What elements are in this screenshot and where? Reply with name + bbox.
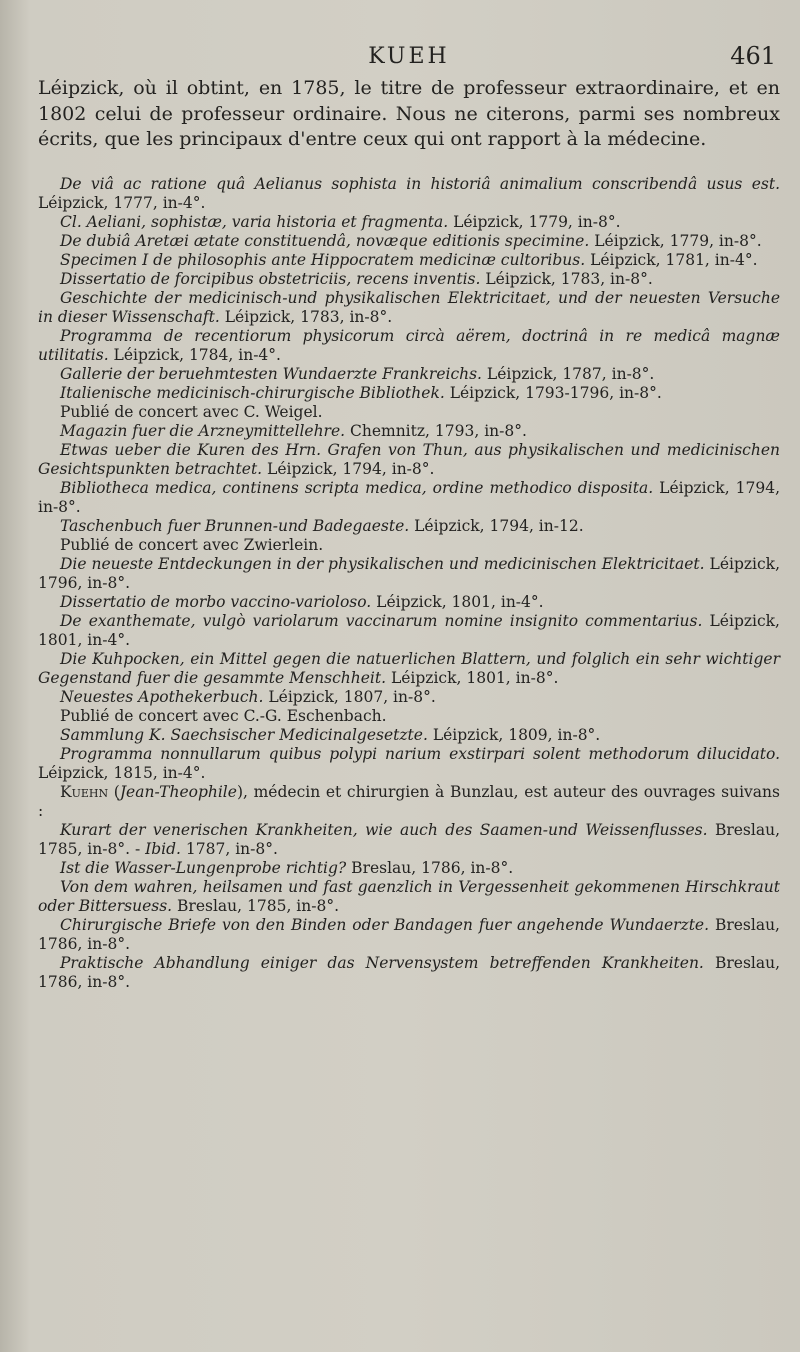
- entry-imprint: Léipzick, 1809, in-8°.: [427, 725, 601, 744]
- entry-title: De dubiâ Aretæi ætate constituendâ, novæque editionis specimine.: [60, 231, 590, 250]
- bibliography-entry: [38, 213, 780, 232]
- entry-title: Bibliotheca medica, continens scripta medica, ordine methodico disposita.: [60, 478, 654, 497]
- bibliography-entry: [38, 289, 780, 327]
- bibliography-entry: [38, 859, 780, 878]
- entry-imprint: Léipzick, 1783, in-8°.: [480, 269, 653, 288]
- running-title: KUEH: [368, 44, 450, 69]
- entry-imprint: Léipzick, 1779, in-8°.: [589, 231, 762, 250]
- author-description: ), médecin et chirurgien à Bunzlau, est auteur des ouvrages suivans :: [38, 782, 780, 820]
- intro-paragraph: Léipzick, où il obtint, en 1785, le titre de professeur extraordinaire, et en 1802 celui de professeur ordinaire. Nous ne citerons, parmi ses nombreux écrits, que les principaux d'entre ceux qui ont rapport à la médecine.: [38, 77, 780, 150]
- entry-title: Cl. Aeliani, sophistæ, varia historia et fragmenta.: [60, 212, 449, 231]
- bibliography-entry: [38, 650, 780, 688]
- author-given-names: Jean-Theophile: [119, 782, 237, 801]
- bibliography-entry: [38, 441, 780, 479]
- entry-title: De exanthemate, vulgò variolarum vaccinarum nomine insignito commentarius.: [60, 611, 703, 630]
- entry-imprint: Chemnitz, 1793, in-8°.: [345, 421, 527, 440]
- bibliography-entry: [38, 384, 780, 403]
- entry-title: Sammlung K. Saechsischer Medicinalgesetzte.: [60, 725, 428, 744]
- entry-title: Magazin fuer die Arzneymittellehre.: [60, 421, 346, 440]
- entry-title: Geschichte der medicinisch-und physikalischen Elektricitaet, und der neuesten Versuche in dieser Wissenschaft.: [38, 288, 780, 326]
- entry-imprint-ibid: 1787, in-8°.: [180, 839, 278, 858]
- entry-title: Kurart der venerischen Krankheiten, wie auch des Saamen-und Weissenflusses.: [60, 820, 708, 839]
- entry-imprint: Léipzick, 1779, in-8°.: [448, 212, 621, 231]
- entry-imprint: Léipzick, 1796, in-8°.: [38, 554, 780, 592]
- entry-title: Italienische medicinisch-chirurgische Bibliothek.: [60, 383, 445, 402]
- entry-imprint: Léipzick, 1781, in-4°.: [585, 250, 758, 269]
- entry-imprint: Léipzick, 1807, in-8°.: [263, 687, 436, 706]
- bibliography-entry: [38, 422, 780, 441]
- bibliography-entry: [38, 916, 780, 954]
- bibliography-entry: [38, 175, 780, 213]
- bibliography-entry: [38, 954, 780, 992]
- bibliography-entry: [38, 251, 780, 270]
- bibliography-entry: [38, 232, 780, 251]
- bibliography-entry: [38, 555, 780, 593]
- bibliography-entry: [38, 327, 780, 365]
- running-head: [38, 40, 780, 76]
- entry-title: Specimen I de philosophis ante Hippocratem medicinæ cultoribus.: [60, 250, 586, 269]
- entry-title: Neuestes Apothekerbuch.: [60, 687, 264, 706]
- bibliography-entry: [38, 479, 780, 517]
- entry-imprint: Léipzick, 1783, in-8°.: [219, 307, 393, 326]
- bibliography-entry: [38, 688, 780, 707]
- entry-imprint: Léipzick, 1801, in-4°.: [371, 592, 544, 611]
- entry-imprint: Breslau, 1785, in-8°. -: [38, 820, 780, 858]
- entry-title: Die Kuhpocken, ein Mittel gegen die natuerlichen Blattern, und folglich ein sehr wichtiger Gegenstand fuer die gesammte Menschheit.: [38, 649, 780, 687]
- entry-imprint: Léipzick, 1794, in-8°.: [38, 478, 780, 516]
- bibliography-entry: [38, 745, 780, 783]
- entry-imprint: Breslau, 1786, in-8°.: [346, 858, 514, 877]
- bibliography-entry: [38, 878, 780, 916]
- entry-imprint: Léipzick, 1801, in-4°.: [38, 611, 780, 649]
- bibliography-list: [38, 175, 780, 992]
- entry-title-ibid: Ibid.: [145, 839, 181, 858]
- entry-imprint: Léipzick, 1784, in-4°.: [108, 345, 281, 364]
- entry-title: Programma de recentiorum physicorum circà aërem, doctrinâ in re medicâ magnæ utilitatis.: [38, 326, 780, 364]
- entry-imprint: Publié de concert avec C. Weigel.: [60, 402, 323, 421]
- entry-imprint: Publié de concert avec Zwierlein.: [60, 535, 324, 554]
- entry-imprint: Léipzick, 1793-1796, in-8°.: [444, 383, 662, 402]
- author-heading-kuehn: Kuehn (Jean-Theophile), médecin et chirurgien à Bunzlau, est auteur des ouvrages suivans :: [38, 782, 780, 820]
- entry-title: Dissertatio de morbo vaccino-varioloso.: [60, 592, 372, 611]
- entry-imprint: Publié de concert avec C.-G. Eschenbach.: [60, 706, 387, 725]
- entry-imprint: Léipzick, 1815, in-4°.: [38, 763, 206, 782]
- collaboration-note: [38, 536, 780, 555]
- bibliography-entry: [38, 593, 780, 612]
- entry-title: Von dem wahren, heilsamen und fast gaenzlich in Vergessenheit gekommenen Hirschkraut oder Bittersuess.: [38, 877, 780, 915]
- entry-title: Dissertatio de forcipibus obstetriciis, recens inventis.: [60, 269, 481, 288]
- entry-title: Ist die Wasser-Lungenprobe richtig?: [60, 858, 347, 877]
- entry-title: Gallerie der beruehmtesten Wundaerzte Frankreichs.: [60, 364, 482, 383]
- entry-imprint: Breslau, 1786, in-8°.: [38, 915, 780, 953]
- bibliography-entry: [38, 726, 780, 745]
- entry-imprint: Breslau, 1785, in-8°.: [172, 896, 340, 915]
- entry-imprint: Léipzick, 1777, in-4°.: [38, 193, 206, 212]
- entry-imprint: Léipzick, 1801, in-8°.: [386, 668, 559, 687]
- entry-imprint: Léipzick, 1794, in-8°.: [262, 459, 435, 478]
- entry-imprint: Léipzick, 1794, in-12.: [409, 516, 584, 535]
- entry-imprint: Breslau, 1786, in-8°.: [38, 953, 781, 991]
- entry-title: Etwas ueber die Kuren des Hrn. Grafen von Thun, aus physikalischen und medicinischen Gesichtspunkten betrachtet.: [38, 440, 780, 478]
- bibliography-entry: [38, 270, 780, 289]
- entry-title: Praktische Abhandlung einiger das Nervensystem betreffenden Krankheiten.: [60, 953, 704, 972]
- page-number: 461: [730, 42, 776, 70]
- entry-title: Programma nonnullarum quibus polypi narium exstirpari solent methodorum dilucidato.: [60, 744, 780, 763]
- entry-imprint: Léipzick, 1787, in-8°.: [482, 364, 655, 383]
- entry-title: Taschenbuch fuer Brunnen-und Badegaeste.: [60, 516, 410, 535]
- entry-title: Die neueste Entdeckungen in der physikalischen und medicinischen Elektricitaet.: [60, 554, 705, 573]
- bibliography-entry: [38, 365, 780, 384]
- author-name: Kuehn: [60, 782, 109, 801]
- bibliography-entry: [38, 612, 780, 650]
- entry-title: Chirurgische Briefe von den Binden oder Bandagen fuer angehende Wundaerzte.: [60, 915, 710, 934]
- collaboration-note: [38, 403, 780, 422]
- collaboration-note: [38, 707, 780, 726]
- entry-title: De viâ ac ratione quâ Aelianus sophista in historiâ animalium conscribendâ usus est.: [60, 174, 780, 193]
- bibliography-entry: [38, 517, 780, 536]
- bibliography-entry: [38, 821, 780, 859]
